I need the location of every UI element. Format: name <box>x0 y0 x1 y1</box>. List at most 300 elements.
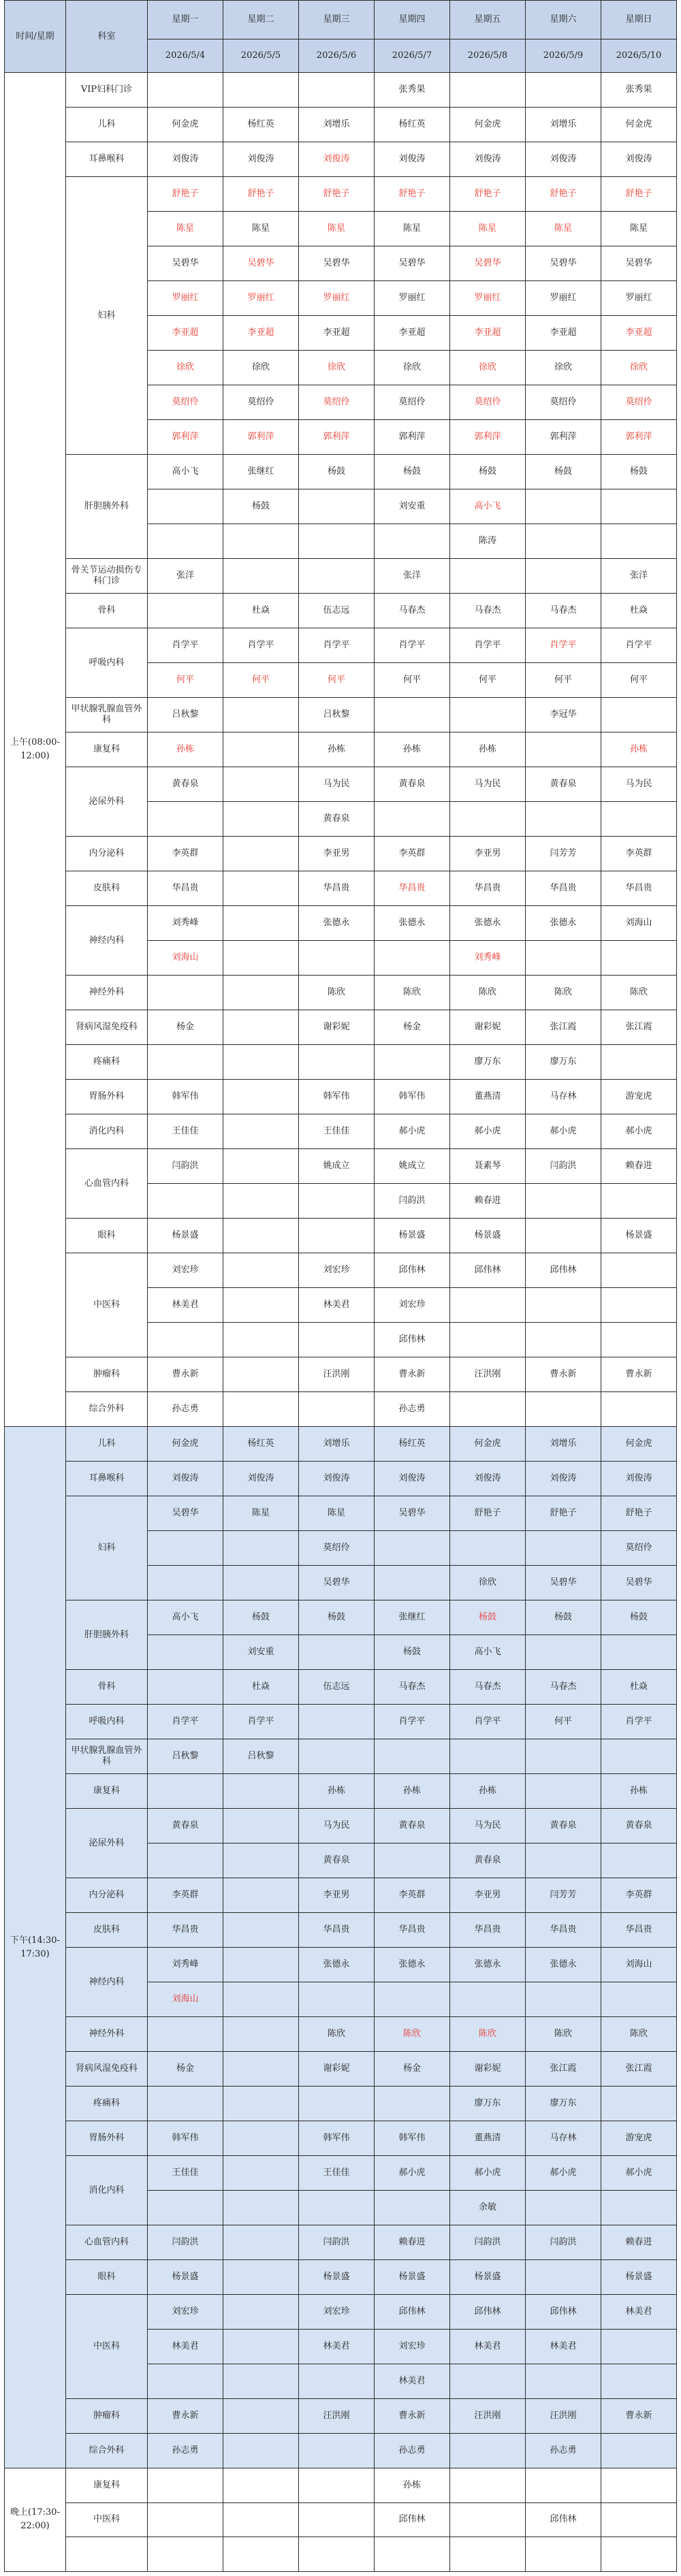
doctor-cell <box>223 1913 299 1948</box>
doctor-cell <box>148 2468 223 2503</box>
doctor-cell: 孙志勇 <box>375 2434 450 2468</box>
doctor-cell: 刘增乐 <box>299 1427 375 1462</box>
doctor-cell: 杨鼓 <box>601 1600 677 1635</box>
schedule-row <box>5 732 677 767</box>
doctor-cell <box>601 2191 677 2225</box>
doctor-cell: 汪洪刚 <box>450 1357 526 1392</box>
doctor-cell: 刘海山 <box>601 906 677 941</box>
doctor-cell: 李亚超 <box>299 316 375 351</box>
doctor-cell: 孙志勇 <box>526 2434 601 2468</box>
doctor-cell: 杨金 <box>148 2052 223 2087</box>
doctor-cell: 李亚超 <box>450 316 526 351</box>
doctor-cell: 孙栋 <box>601 1774 677 1809</box>
doctor-cell <box>601 2087 677 2121</box>
doctor-cell <box>223 1045 299 1080</box>
doctor-cell <box>601 2434 677 2468</box>
doctor-cell <box>223 1809 299 1844</box>
doctor-cell <box>223 1531 299 1566</box>
doctor-cell: 黄春泉 <box>601 1809 677 1844</box>
doctor-cell: 马存林 <box>526 1080 601 1114</box>
doctor-cell: 张江霞 <box>526 2052 601 2087</box>
doctor-cell <box>450 1288 526 1323</box>
doctor-cell: 莫绍伶 <box>223 385 299 420</box>
doctor-cell <box>223 2364 299 2399</box>
dept-name-cell: 眼科 <box>66 2260 148 2295</box>
doctor-cell <box>526 941 601 976</box>
doctor-cell <box>299 1184 375 1219</box>
doctor-cell: 舒艳子 <box>601 177 677 212</box>
doctor-cell: 刘宏珍 <box>299 1253 375 1288</box>
doctor-cell: 伍志远 <box>299 594 375 628</box>
doctor-cell <box>601 2537 677 2572</box>
dept-name-cell: 儿科 <box>66 1427 148 1462</box>
doctor-cell: 徐欣 <box>450 1566 526 1600</box>
doctor-cell: 闫韵洪 <box>450 2225 526 2260</box>
doctor-cell: 陈欣 <box>299 976 375 1010</box>
schedule-row <box>5 177 677 212</box>
dept-name-cell: 疼痛科 <box>66 1045 148 1080</box>
doctor-cell <box>299 2434 375 2468</box>
doctor-cell <box>526 732 601 767</box>
weekday-header: 星期一 <box>148 1 223 39</box>
doctor-cell: 刘海山 <box>148 1982 223 2017</box>
doctor-cell: 舒艳子 <box>375 177 450 212</box>
dept-name-cell: 妇科 <box>66 1496 148 1600</box>
doctor-cell: 郭利萍 <box>601 420 677 455</box>
doctor-cell: 陈星 <box>223 212 299 246</box>
doctor-cell: 陈星 <box>601 212 677 246</box>
dept-name-cell: 肝胆胰外科 <box>66 1600 148 1670</box>
doctor-cell: 董燕清 <box>450 2121 526 2156</box>
doctor-cell: 杨鼓 <box>375 1635 450 1670</box>
doctor-cell <box>148 1045 223 1080</box>
doctor-cell <box>299 1392 375 1427</box>
doctor-cell: 曹永新 <box>375 2399 450 2434</box>
doctor-cell <box>601 941 677 976</box>
doctor-cell: 杜焱 <box>223 1670 299 1705</box>
doctor-cell: 伍志远 <box>299 1670 375 1705</box>
doctor-cell <box>223 1010 299 1045</box>
doctor-cell: 舒艳子 <box>299 177 375 212</box>
doctor-cell <box>526 1219 601 1253</box>
doctor-cell: 闫芳芳 <box>526 837 601 871</box>
doctor-cell: 廖万东 <box>450 1045 526 1080</box>
doctor-cell <box>526 1635 601 1670</box>
doctor-cell <box>148 1635 223 1670</box>
doctor-cell <box>450 2502 526 2537</box>
doctor-cell: 陈欣 <box>526 2017 601 2052</box>
doctor-cell: 黄春泉 <box>299 1844 375 1878</box>
doctor-cell: 杨红英 <box>375 108 450 142</box>
doctor-cell: 何金虎 <box>450 108 526 142</box>
doctor-cell: 刘俊涛 <box>148 1462 223 1496</box>
doctor-cell <box>526 1982 601 2017</box>
doctor-cell: 汪洪刚 <box>450 2399 526 2434</box>
doctor-cell: 吴碧华 <box>450 246 526 281</box>
doctor-cell <box>299 1982 375 2017</box>
doctor-cell: 徐欣 <box>148 351 223 385</box>
schedule-row <box>5 2502 677 2537</box>
doctor-cell: 杨鼓 <box>526 455 601 489</box>
schedule-row <box>5 906 677 941</box>
doctor-cell <box>450 2537 526 2572</box>
doctor-cell: 游宠虎 <box>601 2121 677 2156</box>
doctor-cell <box>526 73 601 108</box>
dept-name-cell: 疼痛科 <box>66 2087 148 2121</box>
doctor-cell: 张德永 <box>526 1948 601 1982</box>
doctor-cell: 郝小虎 <box>375 2156 450 2191</box>
doctor-cell <box>375 941 450 976</box>
date-header: 2026/5/8 <box>450 39 526 73</box>
doctor-cell <box>450 2434 526 2468</box>
doctor-cell <box>601 1253 677 1288</box>
doctor-cell: 闫韵洪 <box>299 2225 375 2260</box>
doctor-cell: 郭利萍 <box>223 420 299 455</box>
doctor-cell: 黄春泉 <box>148 1809 223 1844</box>
dept-name-cell: 神经外科 <box>66 976 148 1010</box>
doctor-cell <box>223 837 299 871</box>
doctor-cell: 闫韵洪 <box>526 1149 601 1184</box>
doctor-cell: 华昌贵 <box>526 871 601 906</box>
doctor-cell <box>148 1844 223 1878</box>
schedule-row <box>5 1357 677 1392</box>
doctor-cell: 杨鼓 <box>450 1600 526 1635</box>
doctor-cell: 陈欣 <box>526 976 601 1010</box>
doctor-cell: 吴碧华 <box>299 1566 375 1600</box>
doctor-cell <box>375 524 450 559</box>
doctor-cell: 舒艳子 <box>450 177 526 212</box>
doctor-cell <box>601 1323 677 1357</box>
doctor-cell: 杨鼓 <box>526 1600 601 1635</box>
doctor-cell: 吴碧华 <box>223 246 299 281</box>
doctor-cell: 王佳佳 <box>148 1114 223 1149</box>
schedule-row <box>5 767 677 802</box>
doctor-cell <box>148 802 223 837</box>
schedule-row <box>5 1913 677 1948</box>
doctor-cell <box>148 1670 223 1705</box>
doctor-cell: 华昌贵 <box>450 871 526 906</box>
schedule-row <box>5 1080 677 1114</box>
doctor-cell: 华昌贵 <box>148 1913 223 1948</box>
doctor-cell: 何金虎 <box>450 1427 526 1462</box>
doctor-cell <box>450 1531 526 1566</box>
doctor-cell: 张洋 <box>375 559 450 594</box>
doctor-cell: 刘海山 <box>148 941 223 976</box>
period-label: 下午(14:30-17:30) <box>5 1427 66 2468</box>
doctor-cell <box>450 1982 526 2017</box>
doctor-cell: 李亚超 <box>375 316 450 351</box>
doctor-cell <box>375 1844 450 1878</box>
schedule-row <box>5 1948 677 1982</box>
doctor-cell: 闫韵洪 <box>148 1149 223 1184</box>
doctor-cell: 孙栋 <box>375 732 450 767</box>
doctor-cell <box>299 2502 375 2537</box>
doctor-cell: 刘增乐 <box>299 108 375 142</box>
schedule-row <box>5 2156 677 2191</box>
doctor-cell <box>601 1982 677 2017</box>
doctor-cell <box>223 1878 299 1913</box>
weekday-header: 星期四 <box>375 1 450 39</box>
doctor-cell: 罗丽红 <box>299 281 375 316</box>
doctor-cell: 王佳佳 <box>148 2156 223 2191</box>
doctor-cell: 刘俊涛 <box>450 1462 526 1496</box>
doctor-cell: 杜焱 <box>601 594 677 628</box>
schedule-row <box>5 1496 677 1531</box>
doctor-cell: 杜焱 <box>223 594 299 628</box>
doctor-cell: 姚成立 <box>299 1149 375 1184</box>
doctor-cell <box>223 1253 299 1288</box>
dept-name-cell: 泌尿外科 <box>66 1809 148 1878</box>
doctor-cell: 张德永 <box>450 906 526 941</box>
doctor-cell <box>601 1739 677 1774</box>
schedule-row <box>5 1670 677 1705</box>
doctor-cell: 郭利萍 <box>299 420 375 455</box>
doctor-cell <box>148 1566 223 1600</box>
doctor-cell <box>450 2468 526 2503</box>
dept-name-cell: 中医科 <box>66 1253 148 1357</box>
dept-name-cell: 妇科 <box>66 177 148 455</box>
doctor-cell: 高小飞 <box>450 489 526 524</box>
doctor-cell: 杨鼓 <box>223 1600 299 1635</box>
schedule-row <box>5 1809 677 1844</box>
doctor-cell: 林美君 <box>450 2330 526 2364</box>
dept-name-cell: 肝胆胰外科 <box>66 455 148 559</box>
dept-name-cell: 肿瘤科 <box>66 2399 148 2434</box>
doctor-cell: 肖学平 <box>526 628 601 663</box>
doctor-cell <box>148 489 223 524</box>
dept-name-cell: 呼吸内科 <box>66 628 148 698</box>
doctor-cell: 肖学平 <box>450 1705 526 1739</box>
doctor-cell: 刘秀峰 <box>450 941 526 976</box>
doctor-cell: 舒艳子 <box>601 1496 677 1531</box>
doctor-cell <box>223 2156 299 2191</box>
doctor-cell: 徐欣 <box>450 351 526 385</box>
dept-name-cell: 神经内科 <box>66 1948 148 2017</box>
doctor-cell <box>223 2225 299 2260</box>
doctor-cell <box>601 1844 677 1878</box>
doctor-cell: 吴碧华 <box>601 246 677 281</box>
dept-name-cell: 耳鼻喉科 <box>66 1462 148 1496</box>
doctor-cell: 邱伟林 <box>526 1253 601 1288</box>
doctor-cell <box>450 1739 526 1774</box>
doctor-cell: 刘俊涛 <box>375 1462 450 1496</box>
doctor-cell: 何平 <box>375 663 450 698</box>
doctor-cell: 孙栋 <box>450 1774 526 1809</box>
doctor-cell: 刘俊涛 <box>450 142 526 177</box>
doctor-cell: 刘俊涛 <box>601 142 677 177</box>
doctor-cell: 赖春进 <box>601 2225 677 2260</box>
doctor-cell <box>299 559 375 594</box>
doctor-cell: 莫绍伶 <box>601 385 677 420</box>
schedule-row <box>5 1774 677 1809</box>
doctor-cell <box>223 524 299 559</box>
doctor-cell <box>526 1774 601 1809</box>
schedule-row <box>5 628 677 663</box>
doctor-cell: 张德永 <box>299 1948 375 1982</box>
doctor-cell <box>223 2537 299 2572</box>
dept-name-cell: 康复科 <box>66 732 148 767</box>
doctor-cell <box>299 1635 375 1670</box>
schedule-row <box>5 1392 677 1427</box>
schedule-row <box>5 2121 677 2156</box>
doctor-cell: 杨景盛 <box>375 1219 450 1253</box>
doctor-cell: 马为民 <box>450 767 526 802</box>
doctor-cell: 何平 <box>148 663 223 698</box>
dept-name-cell: 泌尿外科 <box>66 767 148 837</box>
doctor-cell: 刘俊涛 <box>148 142 223 177</box>
dept-name-cell: 神经外科 <box>66 2017 148 2052</box>
doctor-cell <box>375 698 450 732</box>
doctor-cell: 杨鼓 <box>299 1600 375 1635</box>
doctor-cell <box>223 1982 299 2017</box>
doctor-cell: 舒艳子 <box>223 177 299 212</box>
doctor-cell <box>148 1323 223 1357</box>
doctor-cell: 陈欣 <box>450 2017 526 2052</box>
doctor-cell <box>526 802 601 837</box>
doctor-cell: 林美君 <box>148 1288 223 1323</box>
doctor-cell: 华昌贵 <box>375 871 450 906</box>
schedule-row <box>5 2399 677 2434</box>
date-header: 2026/5/10 <box>601 39 677 73</box>
doctor-cell: 肖学平 <box>148 628 223 663</box>
doctor-cell <box>223 1392 299 1427</box>
doctor-cell: 杨金 <box>375 1010 450 1045</box>
doctor-cell: 张江霞 <box>601 2052 677 2087</box>
doctor-cell <box>223 941 299 976</box>
doctor-cell: 吴碧华 <box>601 1566 677 1600</box>
doctor-cell <box>299 73 375 108</box>
dept-name-cell: 皮肤科 <box>66 871 148 906</box>
doctor-cell: 吕秋黎 <box>148 1739 223 1774</box>
doctor-cell: 何平 <box>526 1705 601 1739</box>
doctor-cell: 孙志勇 <box>148 2434 223 2468</box>
doctor-cell: 李亚超 <box>148 316 223 351</box>
doctor-cell: 谢彩妮 <box>450 2052 526 2087</box>
dept-name-cell: 肾病风湿免疫科 <box>66 1010 148 1045</box>
doctor-cell: 郭利萍 <box>148 420 223 455</box>
doctor-cell: 刘俊涛 <box>223 1462 299 1496</box>
doctor-cell: 廖万东 <box>526 1045 601 1080</box>
doctor-cell <box>223 73 299 108</box>
doctor-cell <box>223 871 299 906</box>
doctor-cell <box>223 1357 299 1392</box>
doctor-cell: 郝小虎 <box>450 2156 526 2191</box>
doctor-cell <box>148 2017 223 2052</box>
doctor-cell <box>299 1705 375 1739</box>
doctor-cell: 刘宏珍 <box>148 1253 223 1288</box>
doctor-cell: 游宠虎 <box>601 1080 677 1114</box>
doctor-cell <box>375 2087 450 2121</box>
doctor-cell: 舒艳子 <box>526 1496 601 1531</box>
schedule-body <box>5 73 677 2572</box>
doctor-cell: 林美君 <box>299 1288 375 1323</box>
doctor-cell <box>601 524 677 559</box>
doctor-cell: 邱伟林 <box>375 2295 450 2330</box>
doctor-cell: 罗丽红 <box>223 281 299 316</box>
doctor-cell: 莫绍伶 <box>299 385 375 420</box>
doctor-cell: 李英群 <box>601 837 677 871</box>
doctor-cell: 陈欣 <box>450 976 526 1010</box>
doctor-cell: 何平 <box>450 663 526 698</box>
doctor-cell: 杨景盛 <box>450 1219 526 1253</box>
doctor-cell: 马为民 <box>299 1809 375 1844</box>
doctor-cell: 肖学平 <box>223 628 299 663</box>
doctor-cell: 华昌贵 <box>375 1913 450 1948</box>
dept-name-cell: 内分泌科 <box>66 1878 148 1913</box>
doctor-cell: 杨红英 <box>223 108 299 142</box>
doctor-cell: 莫绍伶 <box>148 385 223 420</box>
doctor-cell <box>450 1323 526 1357</box>
schedule-row <box>5 698 677 732</box>
schedule-row <box>5 1253 677 1288</box>
dept-name-cell: 骨科 <box>66 594 148 628</box>
doctor-cell <box>450 802 526 837</box>
doctor-cell: 刘海山 <box>601 1948 677 1982</box>
doctor-cell <box>148 594 223 628</box>
doctor-cell: 孙栋 <box>375 1774 450 1809</box>
doctor-cell: 肖学平 <box>375 628 450 663</box>
dept-name-cell: 心血管内科 <box>66 1149 148 1219</box>
doctor-cell: 王佳佳 <box>299 1114 375 1149</box>
dept-name-cell: 康复科 <box>66 2468 148 2503</box>
doctor-cell <box>223 2330 299 2364</box>
doctor-cell: 华昌贵 <box>148 871 223 906</box>
doctor-cell <box>601 2502 677 2537</box>
doctor-cell <box>526 2191 601 2225</box>
doctor-cell: 陈星 <box>375 212 450 246</box>
doctor-cell: 刘增乐 <box>526 1427 601 1462</box>
dept-name-cell: VIP妇科门诊 <box>66 73 148 108</box>
doctor-cell <box>526 1323 601 1357</box>
doctor-cell: 华昌贵 <box>299 871 375 906</box>
dept-name-cell: 中医科 <box>66 2295 148 2399</box>
doctor-cell <box>450 2364 526 2399</box>
doctor-cell: 马为民 <box>450 1809 526 1844</box>
doctor-cell: 曹永新 <box>601 2399 677 2434</box>
doctor-cell: 邱伟林 <box>375 2502 450 2537</box>
doctor-cell: 王佳佳 <box>299 2156 375 2191</box>
doctor-cell <box>223 1219 299 1253</box>
doctor-cell: 闫芳芳 <box>526 1878 601 1913</box>
doctor-cell: 郭利萍 <box>450 420 526 455</box>
doctor-cell: 刘秀峰 <box>148 1948 223 1982</box>
doctor-cell: 杜焱 <box>601 1670 677 1705</box>
schedule-row <box>5 1010 677 1045</box>
doctor-cell: 聂素琴 <box>450 1149 526 1184</box>
doctor-cell: 孙栋 <box>375 2468 450 2503</box>
period-label: 晚上(17:30-22:00) <box>5 2468 66 2572</box>
doctor-cell: 刘秀峰 <box>148 906 223 941</box>
doctor-cell: 舒艳子 <box>148 177 223 212</box>
doctor-cell <box>526 2468 601 2503</box>
date-header: 2026/5/5 <box>223 39 299 73</box>
doctor-cell <box>148 2087 223 2121</box>
schedule-row <box>5 73 677 108</box>
doctor-cell: 黄春泉 <box>450 1844 526 1878</box>
doctor-cell: 吴碧华 <box>148 246 223 281</box>
doctor-cell: 莫绍伶 <box>299 1531 375 1566</box>
doctor-cell: 高小飞 <box>450 1635 526 1670</box>
doctor-cell: 邱伟林 <box>375 1323 450 1357</box>
doctor-cell: 闫韵洪 <box>375 1184 450 1219</box>
doctor-cell <box>526 1531 601 1566</box>
doctor-cell: 刘俊涛 <box>526 1462 601 1496</box>
doctor-cell: 廖万东 <box>526 2087 601 2121</box>
doctor-cell: 马春杰 <box>526 594 601 628</box>
doctor-cell <box>223 2399 299 2434</box>
doctor-cell <box>299 1323 375 1357</box>
doctor-cell: 闫韵洪 <box>148 2225 223 2260</box>
